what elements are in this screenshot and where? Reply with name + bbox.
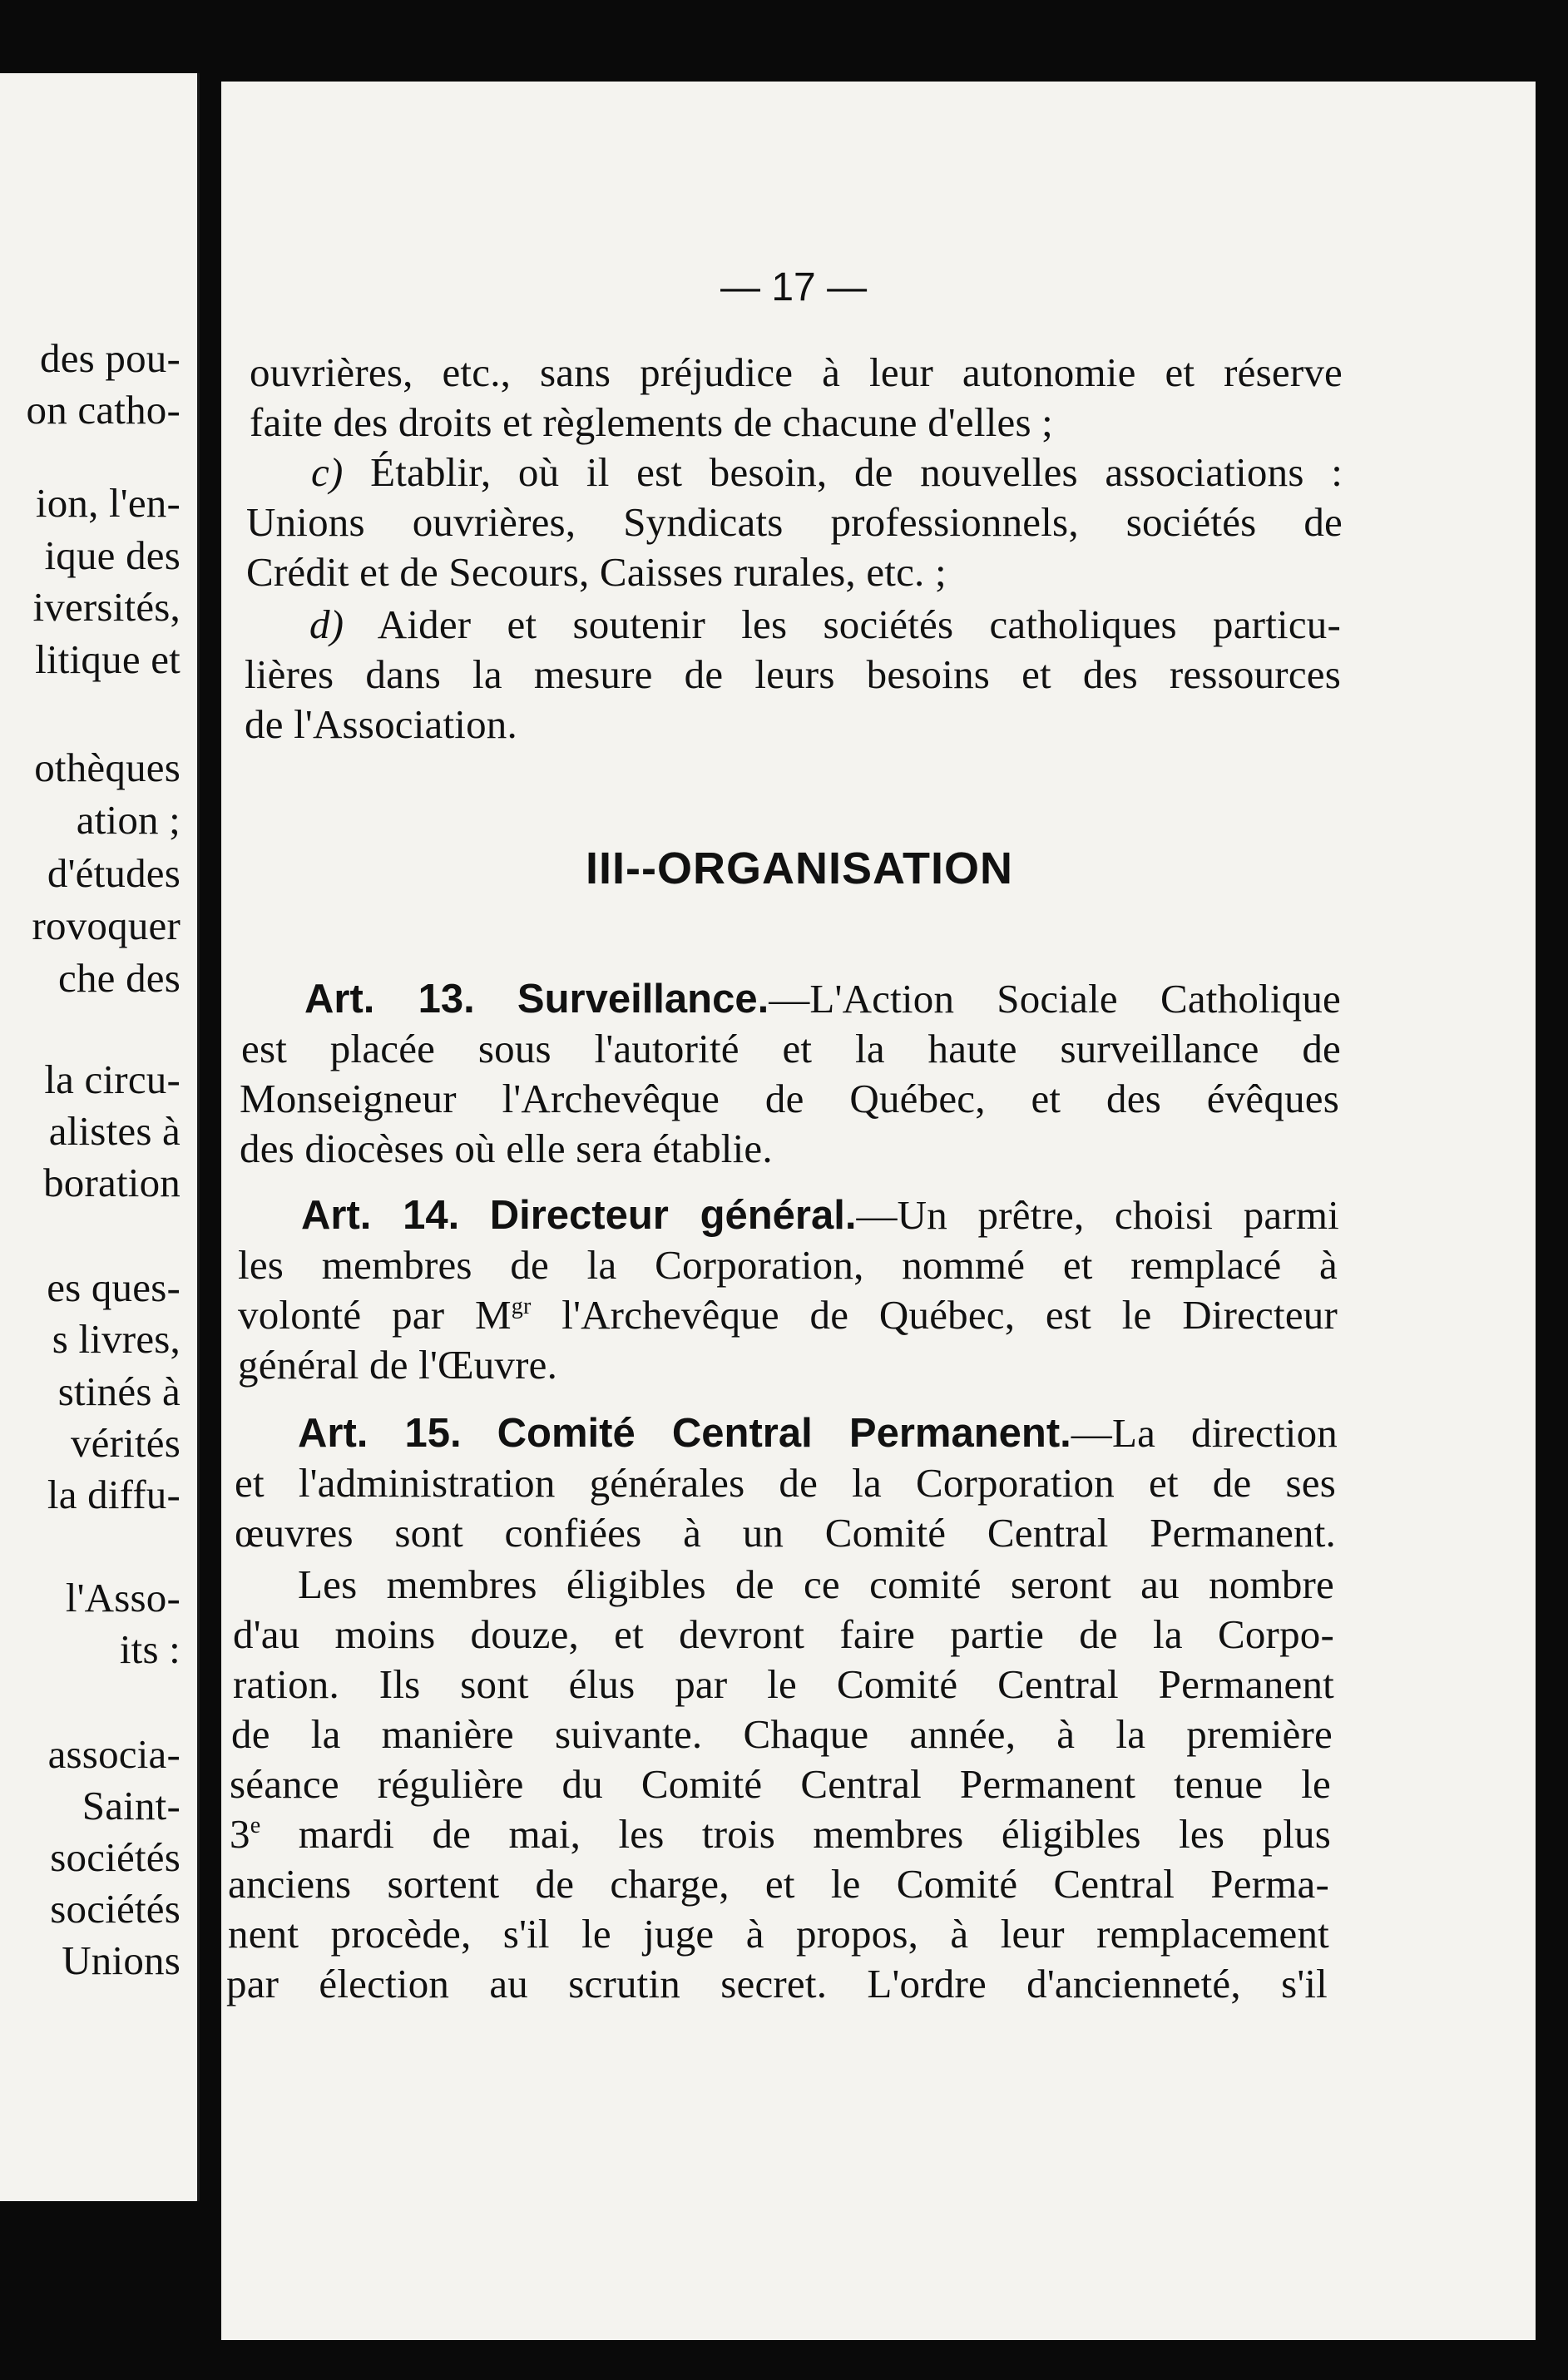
paragraph-line: ration. Ils sont élus par le Comité Central Permanent	[233, 1661, 1334, 1707]
facing-line: associa-	[47, 1731, 181, 1777]
article-title: Comité Central Permanent.	[497, 1411, 1071, 1456]
article-15-title-line	[298, 1410, 1338, 1456]
facing-line: iversités,	[32, 584, 181, 630]
superscript: gr	[511, 1294, 532, 1319]
facing-line: alistes à	[48, 1108, 181, 1154]
facing-line: la circu-	[44, 1056, 181, 1102]
paragraph-line: Unions ouvrières, Syndicats professionnels, sociétés de	[246, 499, 1343, 545]
list-item-d	[309, 601, 1341, 647]
paragraph-line: Crédit et de Secours, Caisses rurales, etc. ;	[246, 549, 947, 595]
facing-page-fragment	[0, 73, 200, 2201]
article-title: Directeur général.	[489, 1193, 857, 1238]
facing-line: othèques	[34, 745, 181, 790]
paragraph-line: anciens sortent de charge, et le Comité Central Perma-	[228, 1861, 1329, 1907]
facing-line: on catho-	[26, 387, 181, 433]
facing-line: rovoquer	[32, 903, 181, 948]
paragraph-line: de la manière suivante. Chaque année, à la première	[231, 1711, 1333, 1757]
item-text: Aider et soutenir les sociétés catholiques particu-	[377, 601, 1341, 647]
article-text: —L'Action Sociale Catholique	[769, 976, 1341, 1022]
list-item-c	[311, 449, 1343, 495]
paragraph-line: des diocèses où elle sera établie.	[240, 1126, 773, 1171]
paragraph-line: faite des droits et règlements de chacune d'elles ;	[250, 399, 1053, 445]
paragraph-line: est placée sous l'autorité et la haute surveillance de	[241, 1026, 1341, 1071]
paragraph-line: ouvrières, etc., sans préjudice à leur autonomie et réserve	[250, 349, 1343, 395]
item-letter: d)	[309, 601, 344, 647]
facing-line: s livres,	[52, 1316, 181, 1362]
paragraph-line: lières dans la mesure de leurs besoins et des ressources	[245, 651, 1341, 697]
superscript: e	[250, 1813, 261, 1838]
facing-line: litique et	[35, 636, 181, 682]
paragraph-line: et l'administration générales de la Corporation et de ses	[235, 1460, 1336, 1506]
paragraph-line: œuvres sont confiées à un Comité Central Permanent.	[235, 1510, 1336, 1556]
facing-line: stinés à	[57, 1368, 181, 1414]
paragraph-line: Monseigneur l'Archevêque de Québec, et des évêques	[240, 1076, 1339, 1121]
item-letter: c)	[311, 449, 344, 495]
facing-line: Saint-	[82, 1783, 181, 1828]
facing-line: Unions	[62, 1937, 181, 1983]
article-text: —La direction	[1071, 1410, 1338, 1456]
article-title: Surveillance.	[517, 977, 769, 1022]
paragraph-line: de l'Association.	[245, 701, 517, 747]
facing-line: ique des	[44, 532, 181, 578]
text-run: mardi de mai, les trois membres éligibles les plus	[260, 1811, 1331, 1857]
paragraph-line: général de l'Œuvre.	[238, 1342, 558, 1388]
facing-line: its :	[119, 1626, 181, 1672]
facing-line: la diffu-	[47, 1472, 181, 1517]
facing-line: es ques-	[47, 1264, 181, 1310]
facing-line: vérités	[70, 1420, 181, 1466]
section-heading: III--ORGANISATION	[586, 844, 1013, 893]
article-14-title-line	[301, 1192, 1339, 1238]
text-run: volonté par M	[238, 1292, 512, 1338]
facing-line: che des	[58, 955, 181, 1001]
main-page	[221, 82, 1536, 2340]
paragraph-line	[238, 1292, 1338, 1338]
paragraph-line	[230, 1811, 1331, 1857]
article-text: —Un prêtre, choisi parmi	[856, 1192, 1339, 1238]
facing-line: des pou-	[40, 335, 181, 381]
article-label: Art. 15.	[298, 1411, 462, 1456]
facing-line: ion, l'en-	[35, 480, 181, 526]
article-label: Art. 14.	[301, 1193, 460, 1238]
facing-line: d'études	[47, 850, 181, 896]
facing-line: sociétés	[50, 1886, 181, 1932]
paragraph-line: par élection au scrutin secret. L'ordre d'ancienneté, s'il	[226, 1961, 1328, 2006]
text-run: 3	[230, 1811, 250, 1857]
paragraph-line: Les membres éligibles de ce comité seront au nombre	[298, 1561, 1334, 1607]
facing-line: ation ;	[76, 797, 181, 843]
item-text: Établir, où il est besoin, de nouvelles associations :	[370, 449, 1343, 495]
paragraph-line: les membres de la Corporation, nommé et remplacé à	[238, 1242, 1338, 1288]
paragraph-line: d'au moins douze, et devront faire partie de la Corpo-	[233, 1611, 1334, 1657]
page-number: — 17 —	[720, 265, 868, 309]
facing-line: l'Asso-	[65, 1575, 181, 1620]
article-13-title-line	[304, 978, 1341, 1020]
facing-line: sociétés	[50, 1834, 181, 1880]
paragraph-line: nent procède, s'il le juge à propos, à leur remplacement	[228, 1911, 1329, 1957]
article-label: Art. 13.	[304, 977, 475, 1022]
text-run: l'Archevêque de Québec, est le Directeur	[531, 1292, 1338, 1338]
facing-line: boration	[43, 1160, 181, 1205]
paragraph-line: séance régulière du Comité Central Permanent tenue le	[230, 1761, 1331, 1807]
